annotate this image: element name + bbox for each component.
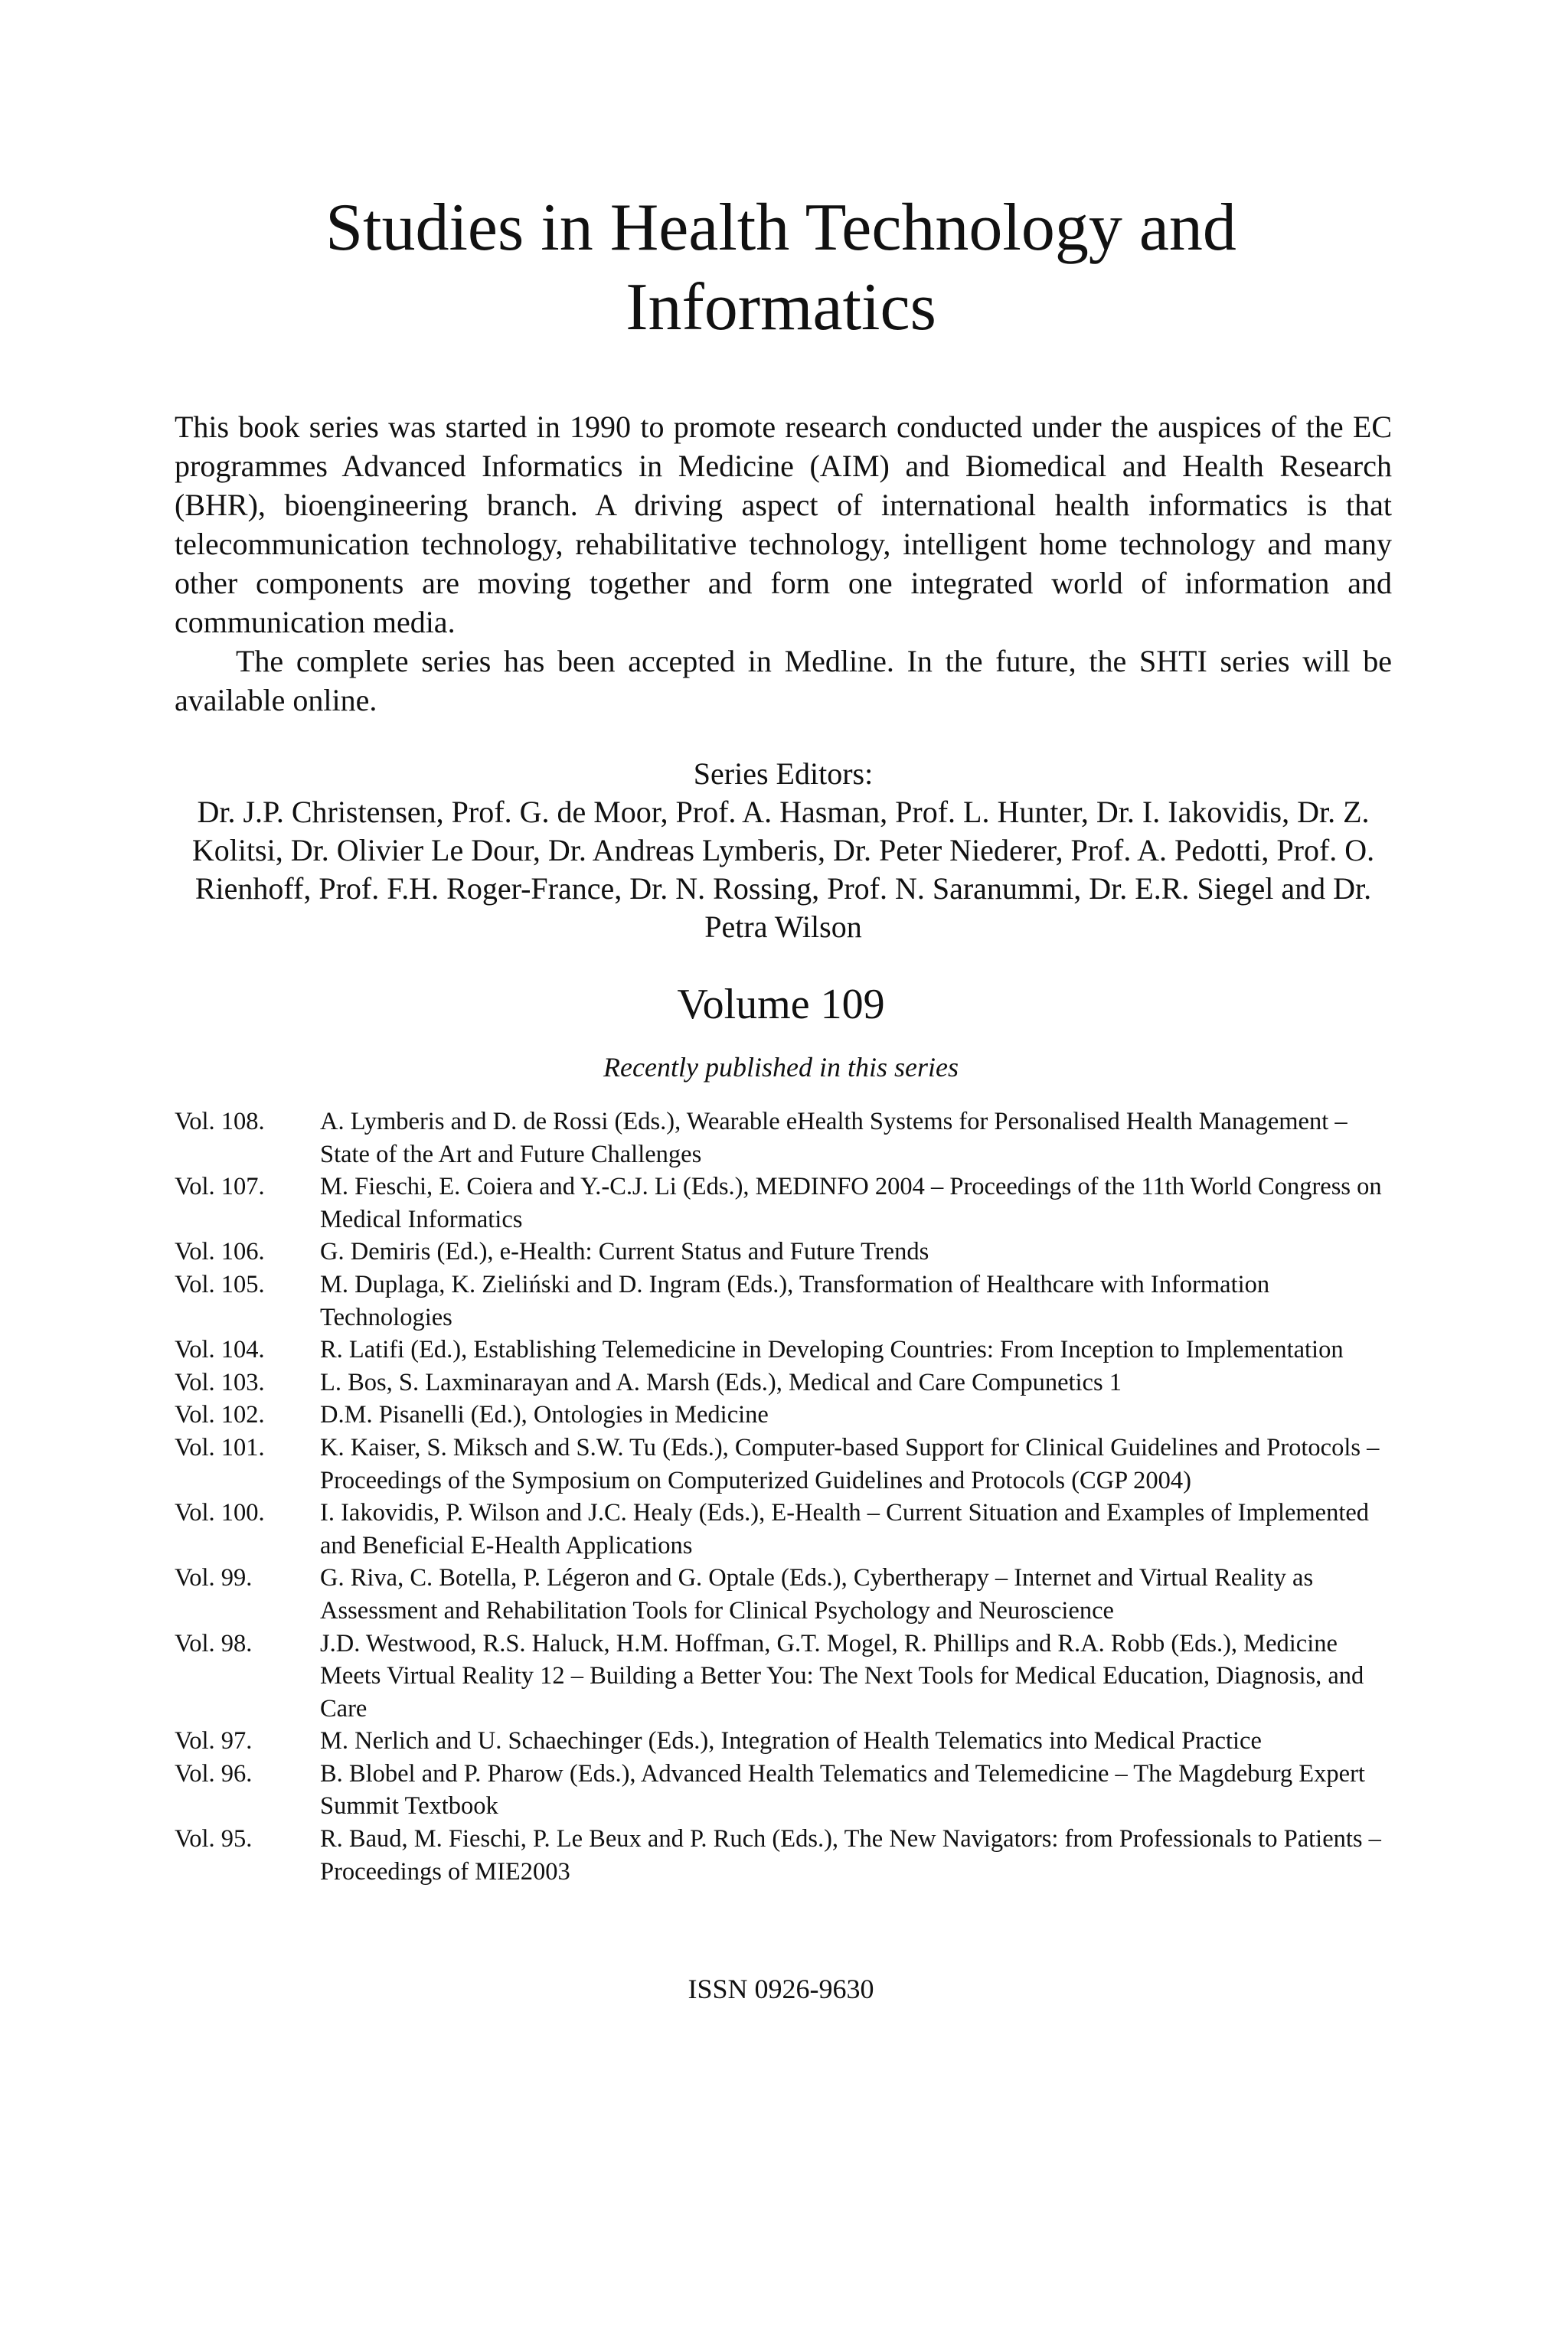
- volume-entry-number: Vol. 99.: [175, 1564, 253, 1592]
- volume-entry-title: K. Kaiser, S. Miksch and S.W. Tu (Eds.), Computer-based Support for Clinical Guidelines and Protocols – Proceedings of the Symposium on Computerized Guidelines and Protocols (CGP 2004): [320, 1433, 1380, 1494]
- volume-entry-number: Vol. 95.: [175, 1825, 253, 1853]
- series-editors-names: Dr. J.P. Christensen, Prof. G. de Moor, Prof. A. Hasman, Prof. L. Hunter, Dr. I. Iakovidis, Dr. Z. Kolitsi, Dr. Olivier Le Dour, Dr. Andreas Lymberis, Dr. Peter Niederer, Prof. A. Pedotti, Prof. O. Rienhoff, Prof. F.H. Roger-France, Dr. N. Rossing, Prof. N. Saranummi, Dr. E.R. Siegel and Dr. Petra Wilson: [191, 795, 1375, 944]
- volume-entry: [175, 1497, 1400, 1562]
- volume-entry: [175, 1758, 1400, 1823]
- description-paragraph-2: The complete series has been accepted in Medline. In the future, the SHTI series will be available online.: [175, 644, 1392, 717]
- volume-entry-number: Vol. 107.: [175, 1173, 265, 1201]
- volume-entry-number: Vol. 98.: [175, 1629, 253, 1657]
- volume-number: Volume 109: [677, 981, 885, 1028]
- volume-entry: [175, 1171, 1400, 1236]
- volume-entry-title: L. Bos, S. Laxminarayan and A. Marsh (Eds.), Medical and Care Compunetics 1: [320, 1368, 1122, 1396]
- volume-entry: [175, 1236, 1400, 1269]
- volume-entry-title: D.M. Pisanelli (Ed.), Ontologies in Medicine: [320, 1401, 769, 1429]
- volume-entry-title: I. Iakovidis, P. Wilson and J.C. Healy (Eds.), E-Health – Current Situation and Examples of Implemented and Beneficial E-Health Applications: [320, 1499, 1370, 1559]
- series-editors: [175, 755, 1392, 946]
- volume-entry-number: Vol. 104.: [175, 1336, 265, 1364]
- volume-entry-number: Vol. 105.: [175, 1270, 265, 1298]
- volume-list: [175, 1105, 1400, 1888]
- series-description: [175, 407, 1392, 720]
- volume-entry-title: G. Riva, C. Botella, P. Légeron and G. Optale (Eds.), Cybertherapy – Internet and Virtual Reality as Assessment and Rehabilitation Tools for Clinical Psychology and Neuroscience: [320, 1564, 1314, 1625]
- volume-entry-number: Vol. 106.: [175, 1238, 265, 1266]
- volume-entry-title: M. Nerlich and U. Schaechinger (Eds.), Integration of Health Telematics into Medical Practice: [320, 1727, 1262, 1755]
- issn-number: ISSN 0926-9630: [688, 1974, 874, 2004]
- volume-entry: [175, 1725, 1400, 1758]
- description-paragraph-1: This book series was started in 1990 to promote research conducted under the auspices of the EC programmes Advanced Informatics in Medicine (AIM) and Biomedical and Health Research (BHR), bioengineering branch. A driving aspect of international health informatics is that telecommunication technology, rehabilitative technology, intelligent home technology and many other components are moving together and form one integrated world of information and communication media.: [175, 410, 1392, 639]
- volume-entry-number: Vol. 101.: [175, 1433, 265, 1461]
- volume-entry-title: B. Blobel and P. Pharow (Eds.), Advanced Health Telematics and Telemedicine – The Magdeburg Expert Summit Textbook: [320, 1759, 1365, 1821]
- volume-entry-title: M. Duplaga, K. Zieliński and D. Ingram (Eds.), Transformation of Healthcare with Information Technologies: [320, 1270, 1270, 1331]
- volume-entry-number: Vol. 96.: [175, 1759, 253, 1788]
- volume-entry: [175, 1334, 1400, 1367]
- volume-entry-title: A. Lymberis and D. de Rossi (Eds.), Wearable eHealth Systems for Personalised Health Management – State of the Art and Future Challenges: [320, 1108, 1348, 1168]
- volume-entry-title: M. Fieschi, E. Coiera and Y.-C.J. Li (Eds.), MEDINFO 2004 – Proceedings of the 11th World Congress on Medical Informatics: [320, 1173, 1382, 1233]
- volume-entry-title: G. Demiris (Ed.), e-Health: Current Status and Future Trends: [320, 1238, 929, 1266]
- volume-entry: [175, 1367, 1400, 1399]
- volume-entry-number: Vol. 102.: [175, 1401, 265, 1429]
- volume-entry-number: Vol. 103.: [175, 1368, 265, 1396]
- volume-entry-title: J.D. Westwood, R.S. Haluck, H.M. Hoffman, G.T. Mogel, R. Phillips and R.A. Robb (Eds.), Medicine Meets Virtual Reality 12 – Building a Better You: The Next Tools for Medical Education, Diagnosis, and Care: [320, 1629, 1364, 1723]
- volume-entry-number: Vol. 100.: [175, 1499, 265, 1527]
- volume-entry-title: R. Baud, M. Fieschi, P. Le Beux and P. Ruch (Eds.), The New Navigators: from Professionals to Patients – Proceedings of MIE2003: [320, 1825, 1381, 1886]
- volume-entry-number: Vol. 108.: [175, 1108, 265, 1135]
- volume-entry-title: R. Latifi (Ed.), Establishing Telemedicine in Developing Countries: From Inception to Implementation: [320, 1336, 1344, 1364]
- volume-entry: [175, 1269, 1400, 1334]
- volume-entry: [175, 1823, 1400, 1888]
- volume-entry: [175, 1399, 1400, 1432]
- volume-entry: [175, 1628, 1400, 1726]
- volume-entry: [175, 1562, 1400, 1627]
- recently-published-heading: Recently published in this series: [603, 1052, 959, 1083]
- page-title: Studies in Health Technology and Informatics: [325, 191, 1236, 345]
- series-editors-heading: Series Editors:: [693, 756, 874, 791]
- volume-entry: [175, 1105, 1400, 1171]
- volume-entry: [175, 1432, 1400, 1497]
- volume-entry-number: Vol. 97.: [175, 1727, 253, 1755]
